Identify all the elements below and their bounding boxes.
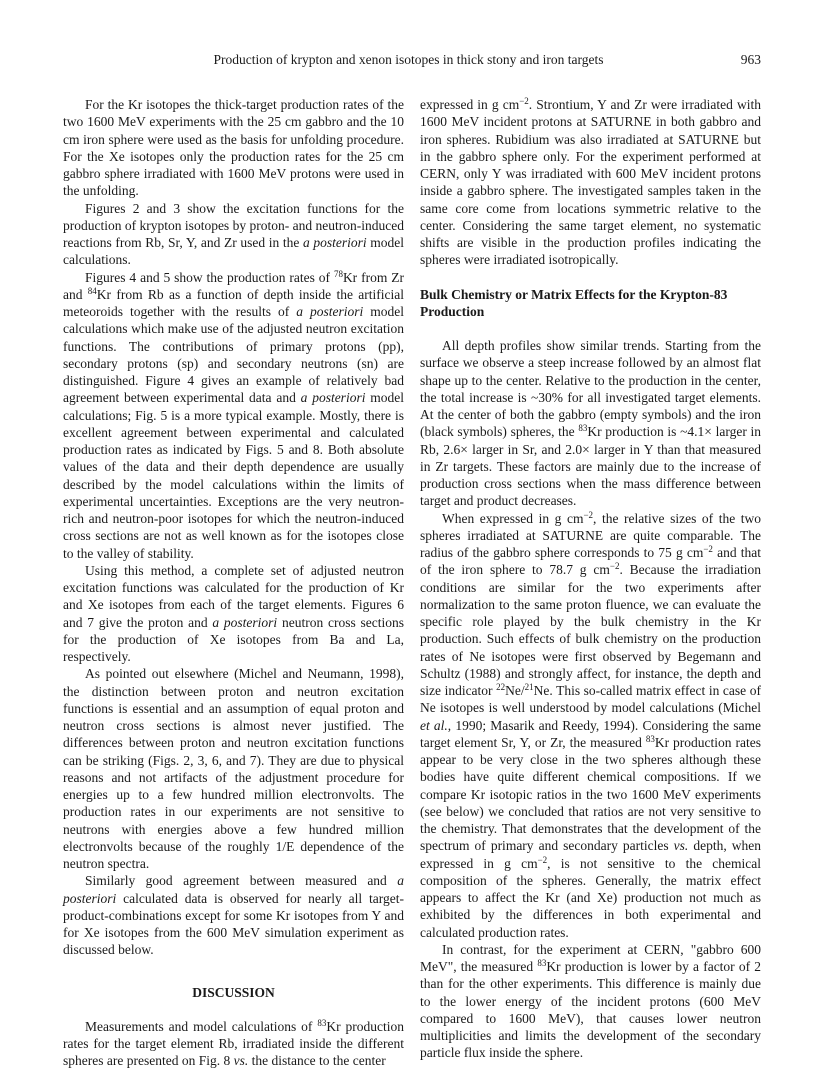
- paragraph: Figures 4 and 5 show the production rates of $^{78}$Kr from Zr and $^{84}$Kr from Rb as a function of depth inside the artificial meteoroids together with the results of a posteriori model calculations which make use of the adjusted neutron excitation functions. The contributions of primary protons (pp), secondary protons (sp) and secondary neutrons (sn) are distinguished. Figure 4 gives an example of relatively bad agreement between experimental data and a posteriori model calculations; Fig. 5 is a more typical example. Mostly, there is excellent agreement between experimental and calculated production rates as indicated by Figs. 5 and 8. Both absolute values of the data and their depth dependence are usually described by the model calculations within the limits of experimental uncertainties. Exceptions are the very neutron-rich and neutron-poor isotopes for which the neutron-induced cross sections are not as well known as for the isotopes close to the valley of stability.: [63, 268, 404, 561]
- page-header: [0, 52, 817, 70]
- paragraph: Using this method, a complete set of adjusted neutron excitation functions was calculated for the production of Kr and Xe isotopes from each of the target elements. Figures 6 and 7 give the proton and a posteriori neutron cross sections for the production of Xe isotopes from Ba and La, respectively.: [63, 562, 404, 664]
- paragraph: All depth profiles show similar trends. Starting from the surface we observe a steep increase followed by an almost flat shape up to the center. Relative to the production in the center, the total increase is ~30% for all investigated target elements. At the center of both the gabbro (empty symbols) and the iron (black symbols) spheres, the $^{83}$Kr production is ~4.1× larger in Rb, 2.6× larger in Sr, and 2.0× larger in Y than that measured in Zr targets. These factors are mainly due to the increase of production cross sections when the mass difference between target and product decreases.: [420, 338, 762, 509]
- paragraph: Similarly good agreement between measured and a posteriori calculated data is observed for nearly all target-product-combinations except for some Kr isotopes from Y and for Xe isotopes from the 600 MeV simulation experiment as discussed below.: [63, 873, 404, 958]
- page-number: 963: [740, 52, 761, 67]
- section-heading: DISCUSSION: [192, 984, 275, 1000]
- subsection-heading: Bulk Chemistry or Matrix Effects for the Krypton-83 Production: [420, 286, 728, 319]
- paragraph: Measurements and model calculations of $^{83}$Kr production rates for the target element Rb, irradiated inside the different spheres are presented on Fig. 8 vs. the distance to the center: [63, 1017, 405, 1069]
- right-column: [420, 96, 761, 1062]
- running-title: Production of krypton and xenon isotopes in thick stony and iron targets: [213, 52, 604, 67]
- paragraph: Figures 2 and 3 show the excitation functions for the production of krypton isotopes by proton- and neutron-induced reactions from Rb, Sr, Y, and Zr used in the a posteriori model calculations.: [63, 200, 404, 268]
- paragraph: For the Kr isotopes the thick-target production rates of the two 1600 MeV experiments with the 25 cm gabbro and the 10 cm iron sphere were used as the basis for unfolding procedure. For the Xe isotopes only the production rates for the 25 cm gabbro sphere irradiated with 1600 MeV protons were used in the unfolding.: [63, 97, 404, 199]
- left-column: [63, 96, 404, 1070]
- paragraph: In contrast, for the experiment at CERN, "gabbro 600 MeV", the measured $^{83}$Kr production is lower by a factor of 2 than for the other experiments. This difference is mainly due to the lower energy of the incident protons (600 MeV compared to 1600 MeV), that causes lower neutron multiplicities and limits the development of the secondary particle flux inside the sphere.: [420, 941, 761, 1061]
- paragraph: expressed in g $cm^{-2}$. Strontium, Y and Zr were irradiated with 1600 MeV incident protons at SATURNE in both gabbro and iron spheres. Rubidium was also irradiated at SATURNE but in the gabbro sphere only. For the experiment performed at CERN, only Y was irradiated with 600 MeV incident protons inside a gabbro sphere. The investigated samples taken in the same core come from locations symmetric relative to the center. Considering the same target element, no systematic shifts are visible in the production profiles indicating the spheres were irradiated isotropically.: [420, 96, 761, 268]
- paragraph: When expressed in g $cm^{-2}$, the relative sizes of the two spheres irradiated at SATURNE are quite comparable. The radius of the gabbro sphere corresponds to 75 g $cm^{-2}$ and that of the iron sphere to 78.7 g $cm^{-2}$. Because the irradiation conditions are similar for the two experiments after normalization to the same proton fluence, we can evaluate the specific role played by the bulk chemistry in the Kr production. Such effects of bulk chemistry on the production rates of Ne isotopes were first observed by Begemann and Schultz (1988) and strongly affect, for instance, the depth and size indicator $^{22}$Ne/$^{21}$Ne. This so-called matrix effect in case of Ne isotopes is well understood by model calculations (Michel et al., 1990; Masarik and Reedy, 1994). Considering the same target element Sr, Y, or Zr, the measured $^{83}$Kr production rates appear to be very close in the two spheres although these bodies have quite different chemical compositions. If we compare Kr isotopic ratios in the two 1600 MeV experiments (see below) we concluded that ratios are not very sensitive to the chemistry. That demonstrates that the development of the spectrum of primary and secondary particles vs. depth, when expressed in g $cm^{-2}$, is not sensitive to the chemical composition of the spheres. Generally, the matrix effect appears to affect the Kr (and Xe) production not much as exhibited by the differences in both experimental and calculated production rates.: [420, 509, 762, 940]
- paragraph: As pointed out elsewhere (Michel and Neumann, 1998), the distinction between proton and neutron excitation functions is essential and an assumption of equal proton and neutron cross sections is almost never justified. The differences between proton and neutron excitation functions can be striking (Figs. 2, 3, 6, and 7). They are due to physical reasons and not artifacts of the adjustment procedure for energies up to a few hundred million electronvolts. The production rates in our experiments are not sensitive to neutrons with energies above a few hundred million electronvolts because of the roughly 1/E dependence of the neutron spectra.: [63, 666, 404, 871]
